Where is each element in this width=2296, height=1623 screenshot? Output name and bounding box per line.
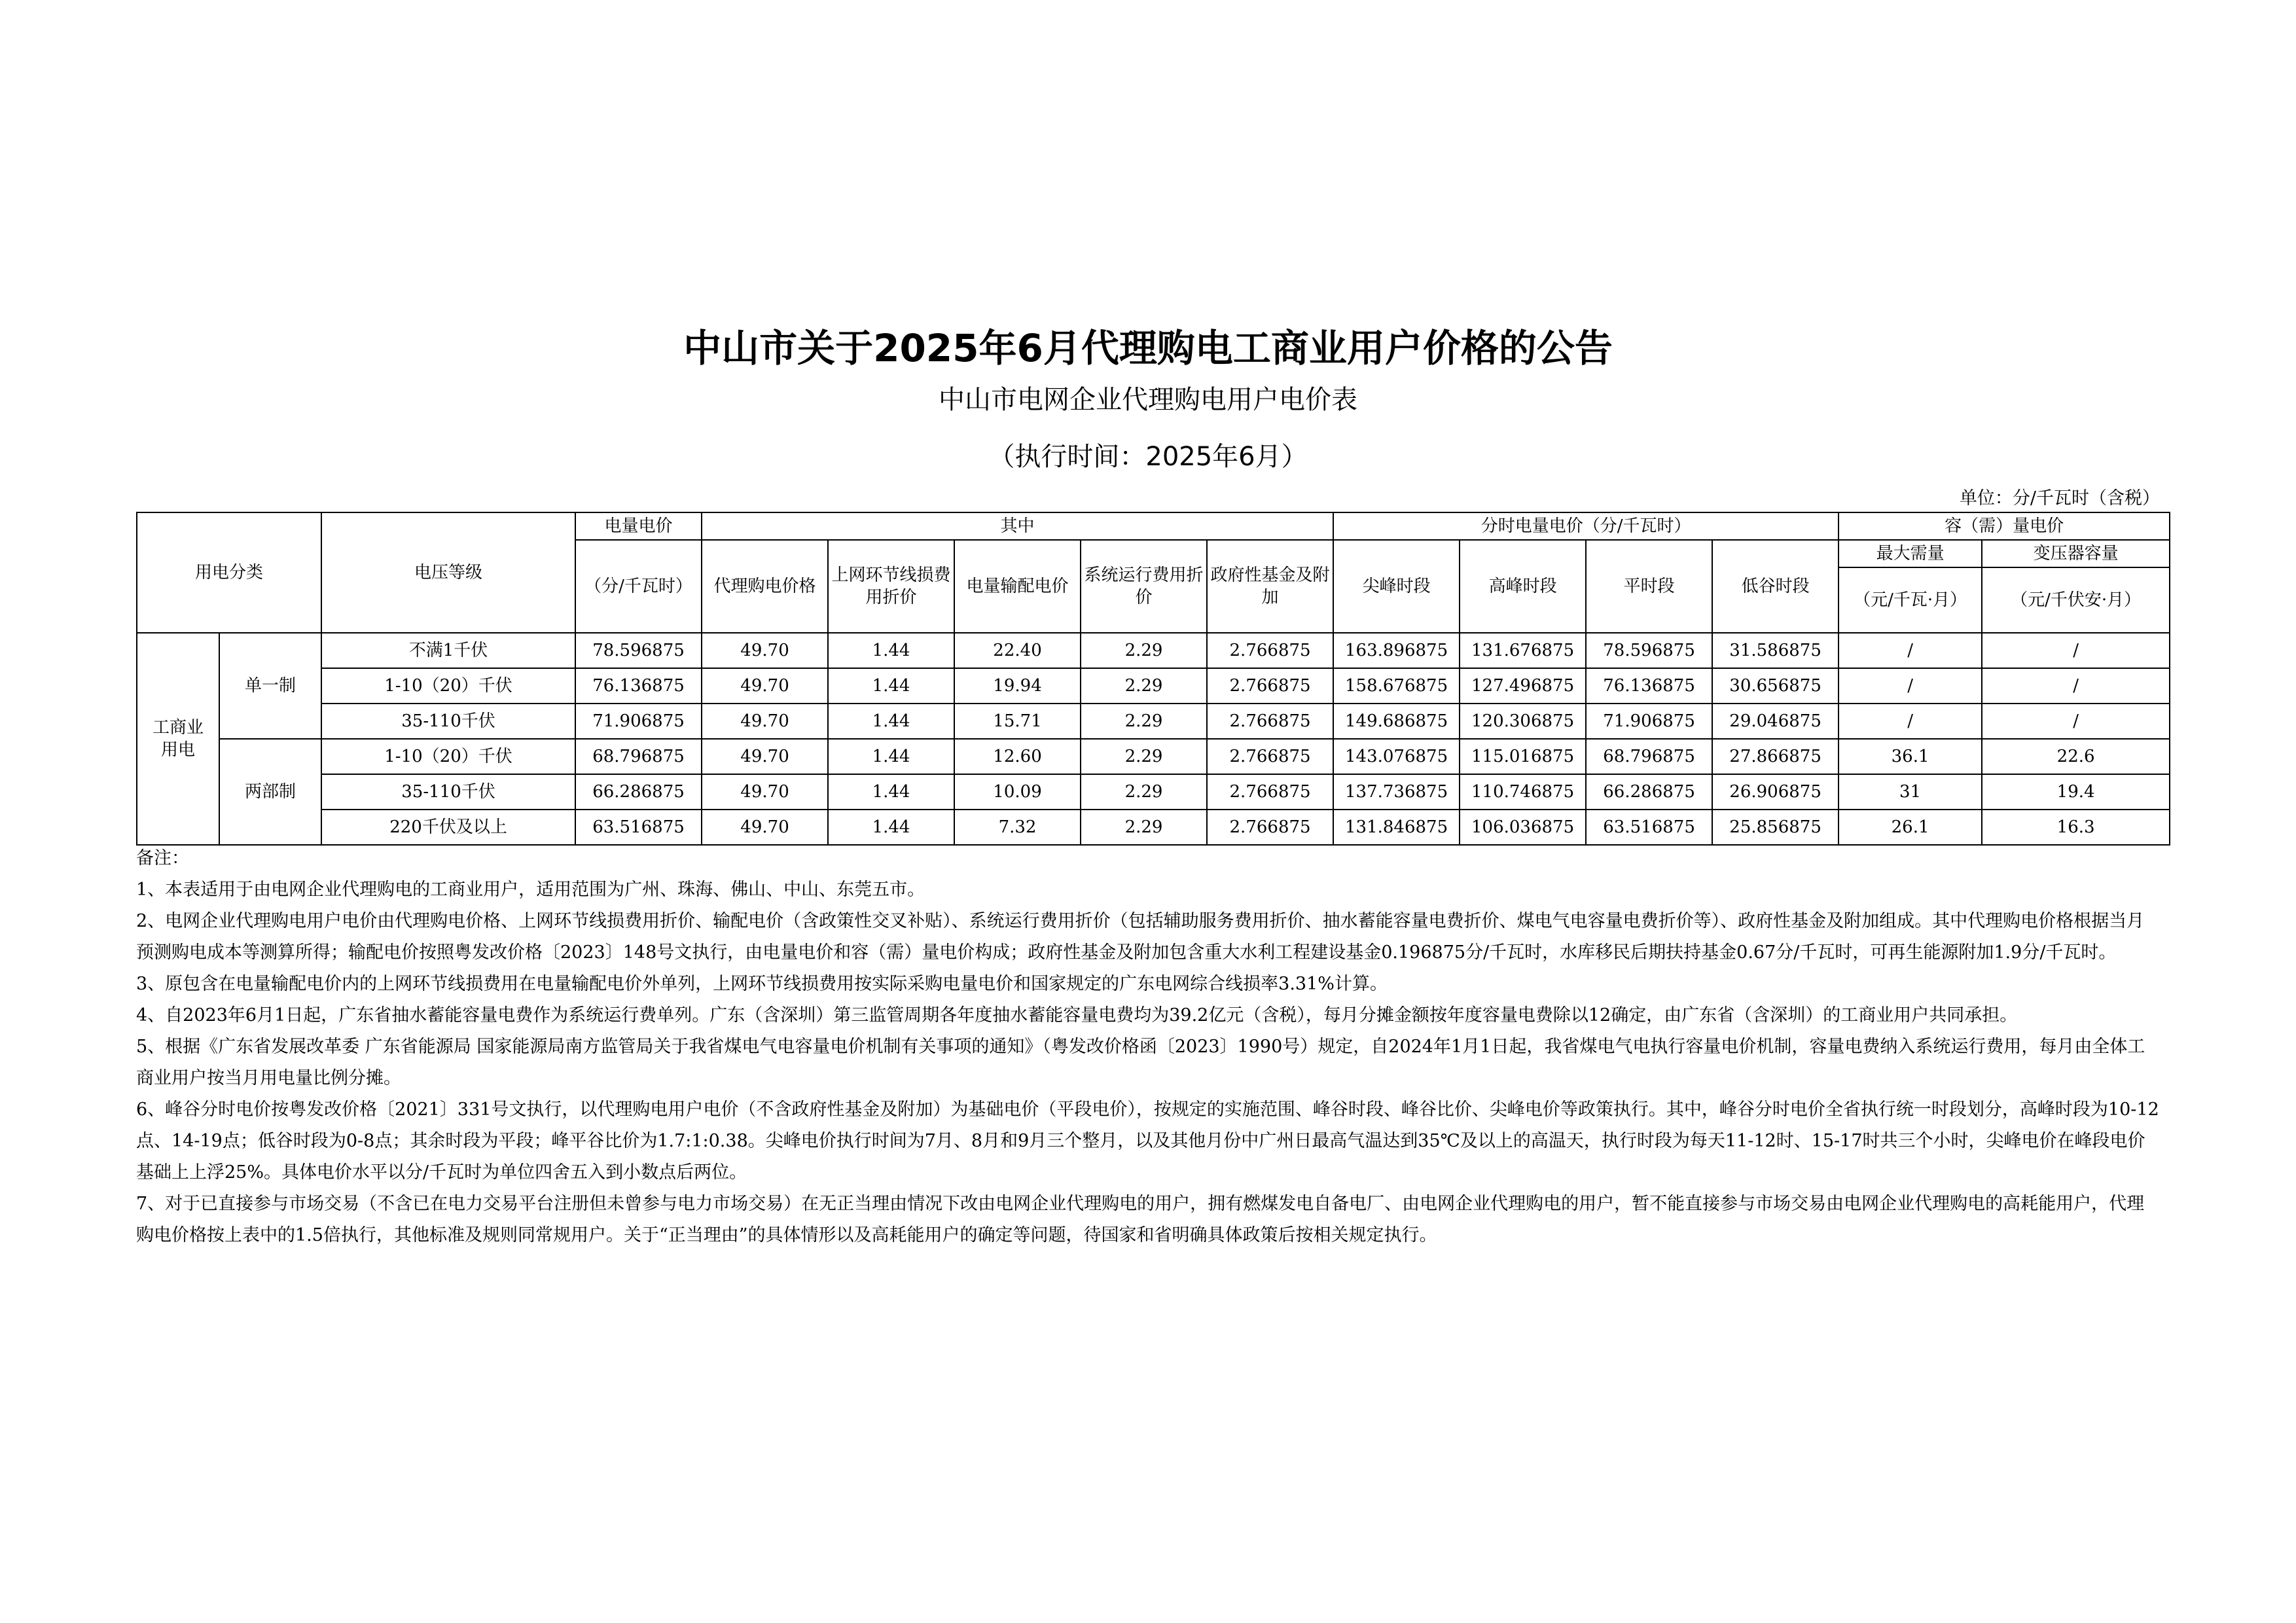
cell-flat: 71.906875 [1586, 704, 1712, 739]
cell-energy-price: 78.596875 [575, 633, 702, 668]
cell-transformer-capacity: 16.3 [1982, 810, 2170, 845]
cell-transmission-price: 12.60 [954, 739, 1081, 774]
cell-transmission-price: 15.71 [954, 704, 1081, 739]
cell-flat: 76.136875 [1586, 668, 1712, 704]
cell-sharp-peak: 158.676875 [1333, 668, 1460, 704]
cell-gov-fund: 2.766875 [1207, 774, 1333, 810]
cell-gov-fund: 2.766875 [1207, 668, 1333, 704]
header-energy-price: 电量电价 [575, 512, 702, 540]
cell-line-loss: 1.44 [828, 633, 954, 668]
execution-time: （执行时间：2025年6月） [988, 442, 1308, 472]
cell-valley: 25.856875 [1712, 810, 1839, 845]
note-item: 1、本表适用于由电网企业代理购电的工商业用户，适用范围为广州、珠海、佛山、中山、东莞五市。 [136, 880, 925, 900]
unit-label: 单位：分/千瓦时（含税） [1959, 488, 2160, 508]
table-row [137, 704, 2170, 739]
cell-system-op: 2.29 [1081, 668, 1207, 704]
cell-max-demand: 26.1 [1839, 810, 1982, 845]
header-transformer: 变压器容量 [1982, 540, 2170, 567]
cell-voltage: 220千伏及以上 [321, 810, 575, 845]
table-row [137, 668, 2170, 704]
cell-max-demand: / [1839, 704, 1982, 739]
header-peak: 高峰时段 [1460, 540, 1586, 633]
cell-valley: 29.046875 [1712, 704, 1839, 739]
table-row [137, 810, 2170, 845]
cell-peak: 110.746875 [1460, 774, 1586, 810]
cell-purchase-price: 49.70 [702, 668, 828, 704]
notes-heading: 备注： [136, 848, 189, 868]
note-item: 5、根据《广东省发展改革委 广东省能源局 国家能源局南方监管局关于我省煤电气电容量电价机制有关事项的通知》（粤发改价格函〔2023〕1990号）规定，自2024年1月1日起，我省煤电气电执行容量电价机制，容量电费纳入系统运行费用，每月由全体工商业用户按当月用电量比例分摊。 [136, 1037, 2145, 1088]
header-flat: 平时段 [1586, 540, 1712, 633]
header-voltage: 电压等级 [321, 512, 575, 633]
cell-voltage: 35-110千伏 [321, 704, 575, 739]
cell-transmission-price: 19.94 [954, 668, 1081, 704]
cell-purchase-price: 49.70 [702, 739, 828, 774]
header-system-op: 系统运行费用折价 [1081, 540, 1207, 633]
note-item: 3、原包含在电量输配电价内的上网环节线损费用在电量输配电价外单列，上网环节线损费用按实际采购电量电价和国家规定的广东电网综合线损率3.31%计算。 [136, 974, 1388, 994]
cell-valley: 27.866875 [1712, 739, 1839, 774]
cell-valley: 31.586875 [1712, 633, 1839, 668]
cell-max-demand: / [1839, 668, 1982, 704]
cell-line-loss: 1.44 [828, 739, 954, 774]
cell-peak: 106.036875 [1460, 810, 1586, 845]
header-valley: 低谷时段 [1712, 540, 1839, 633]
notes-section [136, 843, 2160, 1251]
cell-gov-fund: 2.766875 [1207, 810, 1333, 845]
header-energy-price-unit: （分/千瓦时） [575, 540, 702, 633]
cell-voltage: 1-10（20）千伏 [321, 668, 575, 704]
cell-voltage: 1-10（20）千伏 [321, 739, 575, 774]
cell-sharp-peak: 137.736875 [1333, 774, 1460, 810]
table-row [137, 739, 2170, 774]
cell-system-op: 2.29 [1081, 739, 1207, 774]
cell-line-loss: 1.44 [828, 668, 954, 704]
cell-transformer-capacity: / [1982, 668, 2170, 704]
header-peak-sharp: 尖峰时段 [1333, 540, 1460, 633]
cell-transformer-capacity: / [1982, 633, 2170, 668]
table-row [137, 774, 2170, 810]
page-subtitle: 中山市电网企业代理购电用户电价表 [939, 385, 1357, 415]
note-item: 7、对于已直接参与市场交易（不含已在电力交易平台注册但未曾参与电力市场交易）在无正当理由情况下改由电网企业代理购电的用户，拥有燃煤发电自备电厂、由电网企业代理购电的用户，暂不能直接参与市场交易由电网企业代理购电的高耗能用户，代理购电价格按上表中的1.5倍执行，其他标准及规则同常规用户。关于“正当理由”的具体情形以及高耗能用户的确定等问题，待国家和省明确具体政策后按相关规定执行。 [136, 1194, 2145, 1245]
subgroup-label: 两部制 [219, 739, 321, 845]
header-among: 其中 [702, 512, 1333, 540]
cell-line-loss: 1.44 [828, 810, 954, 845]
note-item: 4、自2023年6月1日起，广东省抽水蓄能容量电费作为系统运行费单列。广东（含深圳）第三监管周期各年度抽水蓄能容量电费均为39.2亿元（含税），每月分摊金额按年度容量电费除以12确定，由广东省（含深圳）的工商业用户共同承担。 [136, 1005, 2018, 1026]
cell-system-op: 2.29 [1081, 774, 1207, 810]
cell-transmission-price: 22.40 [954, 633, 1081, 668]
cell-flat: 68.796875 [1586, 739, 1712, 774]
cell-transformer-capacity: 22.6 [1982, 739, 2170, 774]
cell-system-op: 2.29 [1081, 810, 1207, 845]
note-item: 2、电网企业代理购电用户电价由代理购电价格、上网环节线损费用折价、输配电价（含政策性交叉补贴）、系统运行费用折价（包括辅助服务费用折价、抽水蓄能容量电费折价、煤电气电容量电费折价等）、政府性基金及附加组成。其中代理购电价格根据当月预测购电成本等测算所得；输配电价按照粤发改价格〔2023〕148号文执行，由电量电价和容（需）量电价构成；政府性基金及附加包含重大水利工程建设基金0.196875分/千瓦时，水库移民后期扶持基金0.67分/千瓦时，可再生能源附加1.9分/千瓦时。 [136, 911, 2145, 963]
table-row [137, 633, 2170, 668]
cell-energy-price: 63.516875 [575, 810, 702, 845]
header-gov-fund: 政府性基金及附加 [1207, 540, 1333, 633]
cell-peak: 120.306875 [1460, 704, 1586, 739]
notes-list [136, 874, 2160, 1251]
table-header [137, 512, 2170, 633]
header-tou: 分时电量电价（分/千瓦时） [1333, 512, 1839, 540]
cell-purchase-price: 49.70 [702, 810, 828, 845]
cell-transmission-price: 10.09 [954, 774, 1081, 810]
cell-peak: 115.016875 [1460, 739, 1586, 774]
cell-gov-fund: 2.766875 [1207, 633, 1333, 668]
cell-max-demand: / [1839, 633, 1982, 668]
note-item: 6、峰谷分时电价按粤发改价格〔2021〕331号文执行，以代理购电用户电价（不含政府性基金及附加）为基础电价（平段电价），按规定的实施范围、峰谷时段、峰谷比价、尖峰电价等政策执行。其中，峰谷分时电价全省执行统一时段划分，高峰时段为10-12点、14-19点；低谷时段为0-8点；其余时段为平段；峰平谷比价为1.7:1:0.38。尖峰电价执行时间为7月、8月和9月三个整月，以及其他月份中广州日最高气温达到35℃及以上的高温天，执行时段为每天11-12时、15-17时共三个小时，尖峰电价在峰段电价基础上上浮25%。具体电价水平以分/千瓦时为单位四舍五入到小数点后两位。 [136, 1099, 2159, 1183]
header-transformer-unit: （元/千伏安·月） [1982, 567, 2170, 633]
page-title: 中山市关于2025年6月代理购电工商业用户价格的公告 [683, 326, 1613, 370]
cell-max-demand: 31 [1839, 774, 1982, 810]
header-transmission: 电量输配电价 [954, 540, 1081, 633]
cell-flat: 63.516875 [1586, 810, 1712, 845]
cell-energy-price: 71.906875 [575, 704, 702, 739]
cell-sharp-peak: 163.896875 [1333, 633, 1460, 668]
cell-sharp-peak: 143.076875 [1333, 739, 1460, 774]
cell-transmission-price: 7.32 [954, 810, 1081, 845]
cell-voltage: 不满1千伏 [321, 633, 575, 668]
cell-line-loss: 1.44 [828, 774, 954, 810]
header-max-demand-unit: （元/千瓦·月） [1839, 567, 1982, 633]
cell-flat: 66.286875 [1586, 774, 1712, 810]
cell-gov-fund: 2.766875 [1207, 739, 1333, 774]
cell-transformer-capacity: / [1982, 704, 2170, 739]
cell-purchase-price: 49.70 [702, 633, 828, 668]
header-line-loss: 上网环节线损费用折价 [828, 540, 954, 633]
cell-max-demand: 36.1 [1839, 739, 1982, 774]
cell-flat: 78.596875 [1586, 633, 1712, 668]
cell-voltage: 35-110千伏 [321, 774, 575, 810]
header-capacity: 容（需）量电价 [1839, 512, 2170, 540]
cell-transformer-capacity: 19.4 [1982, 774, 2170, 810]
cell-peak: 127.496875 [1460, 668, 1586, 704]
cell-system-op: 2.29 [1081, 633, 1207, 668]
cell-peak: 131.676875 [1460, 633, 1586, 668]
cell-valley: 30.656875 [1712, 668, 1839, 704]
cell-valley: 26.906875 [1712, 774, 1839, 810]
group-label: 工商业用电 [137, 633, 219, 845]
cell-sharp-peak: 149.686875 [1333, 704, 1460, 739]
table-body [137, 633, 2170, 845]
cell-line-loss: 1.44 [828, 704, 954, 739]
header-purchase: 代理购电价格 [702, 540, 828, 633]
cell-sharp-peak: 131.846875 [1333, 810, 1460, 845]
cell-purchase-price: 49.70 [702, 774, 828, 810]
header-max-demand: 最大需量 [1839, 540, 1982, 567]
cell-energy-price: 66.286875 [575, 774, 702, 810]
cell-energy-price: 76.136875 [575, 668, 702, 704]
price-table [136, 512, 2170, 846]
subgroup-label: 单一制 [219, 633, 321, 739]
cell-gov-fund: 2.766875 [1207, 704, 1333, 739]
cell-purchase-price: 49.70 [702, 704, 828, 739]
cell-energy-price: 68.796875 [575, 739, 702, 774]
cell-system-op: 2.29 [1081, 704, 1207, 739]
header-category: 用电分类 [137, 512, 321, 633]
